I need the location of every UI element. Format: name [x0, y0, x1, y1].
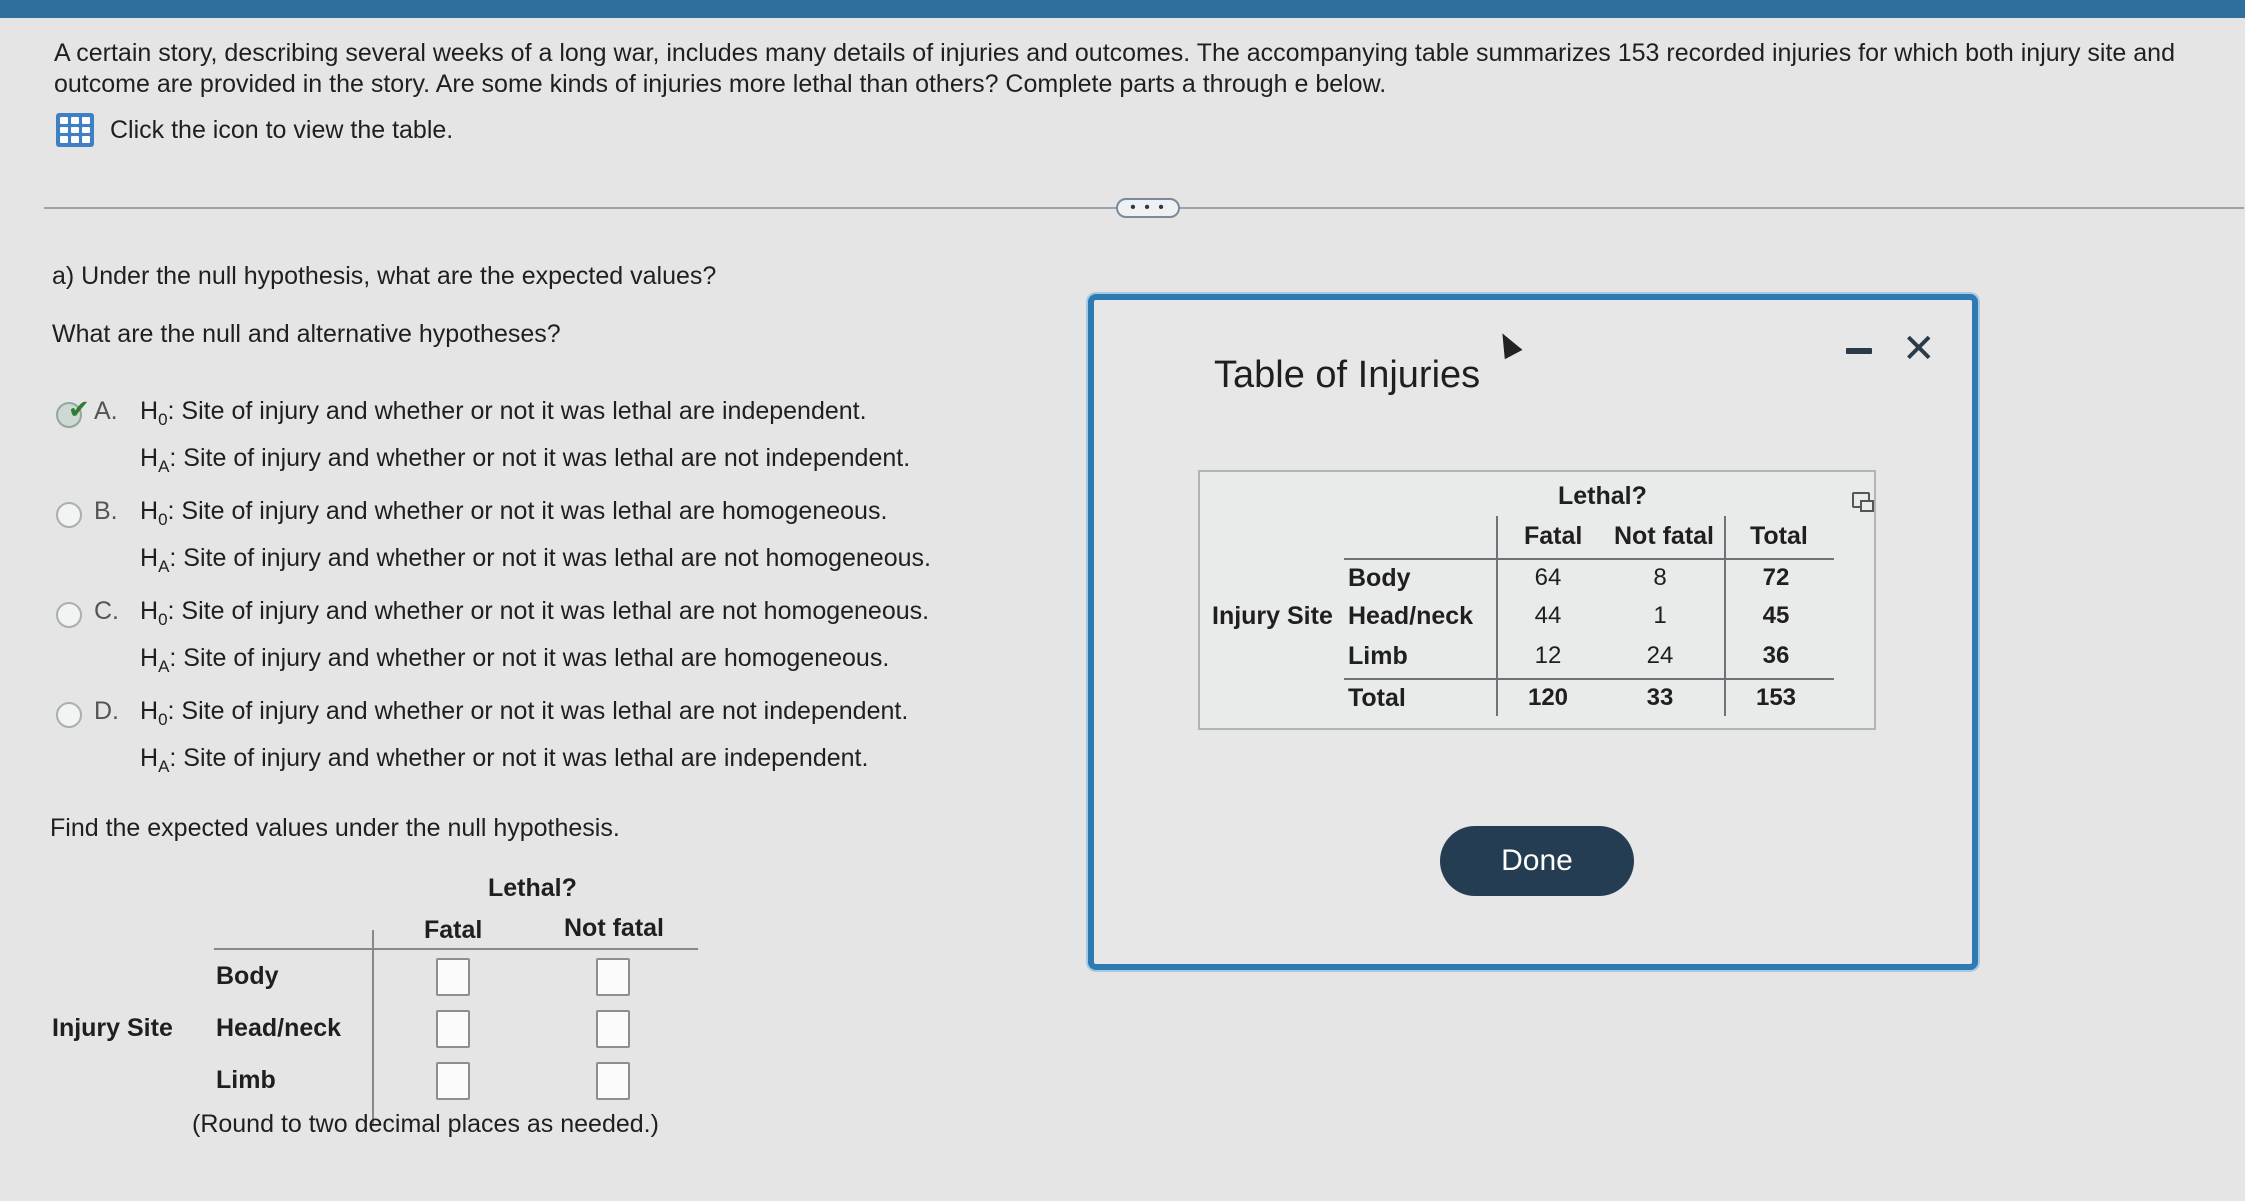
choice-letter: A. — [94, 397, 118, 425]
choice-c[interactable] — [52, 592, 1012, 676]
input-head-neck-not-fatal[interactable] — [596, 1010, 630, 1048]
view-table-link[interactable] — [56, 110, 453, 150]
col-not-fatal: Not fatal — [1614, 522, 1714, 550]
row-label-body: Body — [216, 962, 279, 990]
choice-a[interactable] — [52, 392, 1012, 476]
close-icon[interactable]: ✕ — [1902, 327, 1936, 371]
input-head-neck-fatal[interactable] — [436, 1010, 470, 1048]
choice-a-text: $H_0$: Site of injury and whether or not it was lethal are independent. $H_A$: Site of injury and whether or not it was lethal are not independent. — [140, 397, 911, 476]
col-total: Total — [1750, 522, 1808, 550]
page — [0, 18, 2245, 1201]
check-icon: ✔ — [68, 394, 90, 424]
copy-icon[interactable] — [1852, 492, 1870, 508]
cell-body-total: 72 — [1762, 564, 1790, 591]
injury-site-label: Injury Site — [1212, 602, 1333, 630]
cell-limb-not-fatal: 24 — [1646, 642, 1674, 669]
cell-total-fatal: 120 — [1527, 684, 1569, 711]
top-bar — [0, 0, 2245, 18]
choice-d[interactable] — [52, 692, 1012, 776]
view-table-label[interactable]: Click the icon to view the table. — [110, 115, 454, 144]
injuries-table — [1198, 470, 1876, 730]
choice-letter: D. — [94, 697, 119, 725]
cell-total-not-fatal: 33 — [1646, 684, 1674, 711]
row-label-head-neck: Head/neck — [1348, 602, 1474, 630]
lethal-header: Lethal? — [1558, 482, 1647, 510]
total-rule — [1344, 678, 1834, 680]
column-rule-2 — [1724, 516, 1726, 716]
row-label-limb: Limb — [216, 1066, 276, 1094]
header-rule — [214, 948, 698, 950]
col-fatal: Fatal — [1524, 522, 1583, 550]
col-fatal: Fatal — [424, 916, 483, 944]
cell-body-not-fatal: 8 — [1653, 564, 1667, 591]
injury-site-label: Injury Site — [52, 1014, 173, 1042]
cell-total-total: 153 — [1755, 684, 1797, 711]
column-rule-1 — [1496, 516, 1498, 716]
cell-head-neck-not-fatal: 1 — [1653, 602, 1667, 629]
problem-intro: A certain story, describing several weeks of a long war, includes many details of injuries and outcomes. The accompanying table summarizes 153 recorded injuries for which both injury site and outcome are provided in the story. Are some kinds of injuries more lethal than others? Complete parts a through e below. — [54, 39, 2175, 98]
col-not-fatal: Not fatal — [564, 914, 664, 942]
table-icon[interactable] — [56, 113, 94, 147]
input-body-fatal[interactable] — [436, 958, 470, 996]
choice-letter: B. — [94, 497, 118, 525]
choice-c-text: $H_0$: Site of injury and whether or not it was lethal are not homogeneous. $H_A$: Site of injury and whether or not it was lethal are homogeneous. — [140, 597, 930, 676]
done-button[interactable]: Done — [1440, 826, 1634, 896]
header-rule — [1344, 558, 1834, 560]
column-rule — [372, 930, 374, 1126]
input-body-not-fatal[interactable] — [596, 958, 630, 996]
row-label-head-neck: Head/neck — [216, 1014, 342, 1042]
radio-b[interactable] — [56, 502, 82, 528]
choice-b[interactable] — [52, 492, 1012, 576]
dialog-title: Table of Injuries — [1214, 354, 1481, 396]
table-of-injuries-dialog — [1088, 294, 1978, 970]
expand-more-button[interactable]: • • • — [1116, 198, 1180, 218]
choice-d-text: $H_0$: Site of injury and whether or not it was lethal are not independent. $H_A$: Site of injury and whether or not it was lethal are independent. — [140, 697, 909, 776]
choice-letter: C. — [94, 597, 119, 625]
expected-prompt: Find the expected values under the null hypothesis. — [50, 814, 620, 842]
choice-b-text: $H_0$: Site of injury and whether or not it was lethal are homogeneous. $H_A$: Site of injury and whether or not it was lethal are not homogeneous. — [140, 497, 931, 576]
minimize-icon[interactable] — [1846, 348, 1872, 354]
radio-d[interactable] — [56, 702, 82, 728]
radio-c[interactable] — [56, 602, 82, 628]
part-a-question: a) Under the null hypothesis, what are the expected values? — [52, 262, 717, 290]
cell-limb-fatal: 12 — [1534, 642, 1562, 669]
cell-head-neck-total: 45 — [1762, 602, 1790, 629]
cell-limb-total: 36 — [1762, 642, 1790, 669]
input-limb-fatal[interactable] — [436, 1062, 470, 1100]
input-limb-not-fatal[interactable] — [596, 1062, 630, 1100]
row-label-total: Total — [1348, 684, 1406, 712]
hypotheses-question: What are the null and alternative hypotheses? — [52, 320, 561, 348]
lethal-header: Lethal? — [488, 874, 577, 902]
row-label-limb: Limb — [1348, 642, 1408, 670]
cell-body-fatal: 64 — [1534, 564, 1562, 591]
round-note: (Round to two decimal places as needed.) — [192, 1110, 659, 1138]
cell-head-neck-fatal: 44 — [1534, 602, 1562, 629]
row-label-body: Body — [1348, 564, 1411, 592]
